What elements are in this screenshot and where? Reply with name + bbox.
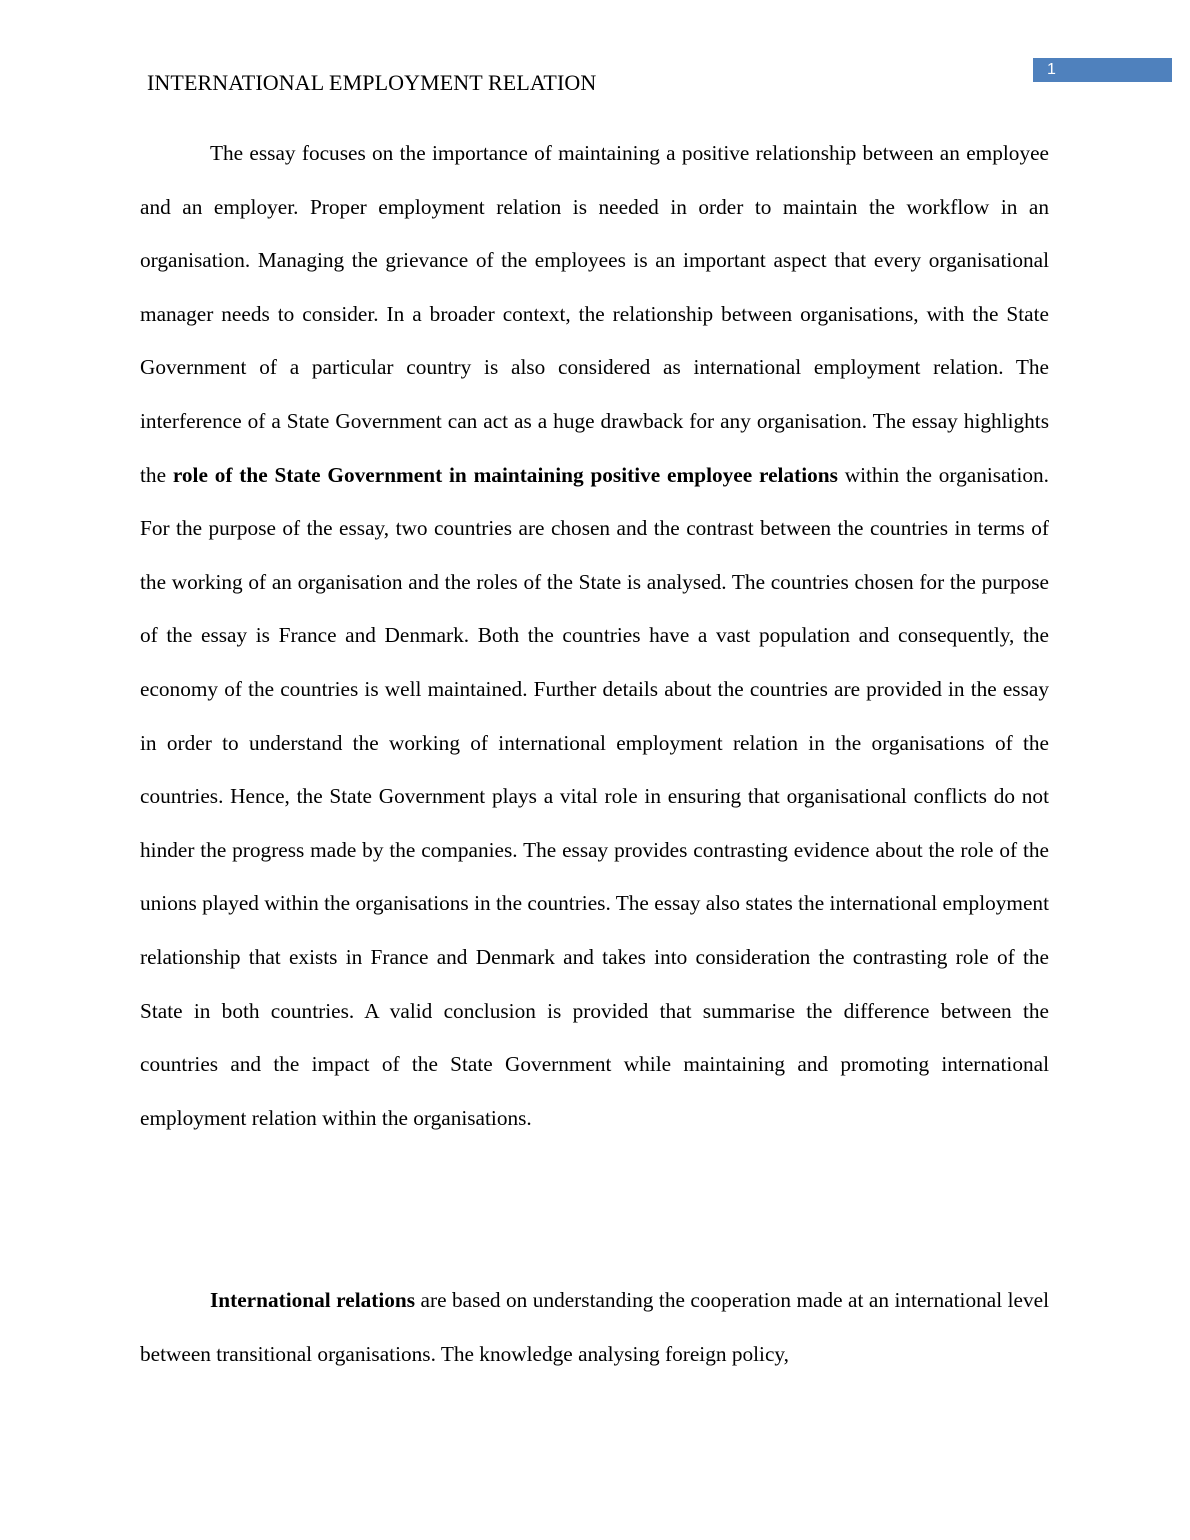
- paragraph-text: within the organisation. For the purpose of the essay, two countries are chosen and the contrast between the countries in terms of the working of an organisation and the roles of the State is analysed. The countries chosen for the purpose of the essay is France and Denmark. Both the countries have a vast population and consequently, the economy of the countries is well maintained. Further details about the countries are provided in the essay in order to understand the working of international employment relation in the organisations of the countries. Hence, the State Government plays a vital role in ensuring that organisational conflicts do not hinder the progress made by the companies. The essay provides contrasting evidence about the role of the unions played within the organisations in the countries. The essay also states the international employment relationship that exists in France and Denmark and takes into consideration the contrasting role of the State in both countries. A valid conclusion is provided that summarise the difference between the countries and the impact of the State Government while maintaining and promoting international employment relation within the organisations.: [140, 462, 1050, 1130]
- paragraph-text: are based on understanding the cooperation made at an international level between transitional organisations. The knowledge analysing foreign policy,: [140, 1288, 1049, 1366]
- page-number: 1: [1047, 61, 1056, 78]
- body-paragraph: [140, 127, 1049, 1145]
- page-number-badge: [1033, 58, 1172, 82]
- body-paragraph: [140, 1274, 1049, 1381]
- paragraph-text: The essay focuses on the importance of maintaining a positive relationship between an employee and an employer. Proper employment relation is needed in order to maintain the workflow in an organisation. Managing the grievance of the employees is an important aspect that every organisational manager needs to consider. In a broader context, the relationship between organisations, with the State Government of a particular country is also considered as international employment relation. The interference of a State Government can act as a huge drawback for any organisation. The essay highlights the: [140, 141, 1049, 487]
- bold-phrase: International relations: [210, 1288, 416, 1312]
- header-title: INTERNATIONAL EMPLOYMENT RELATION: [147, 70, 597, 95]
- bold-phrase: role of the State Government in maintaining positive employee relations: [172, 462, 838, 487]
